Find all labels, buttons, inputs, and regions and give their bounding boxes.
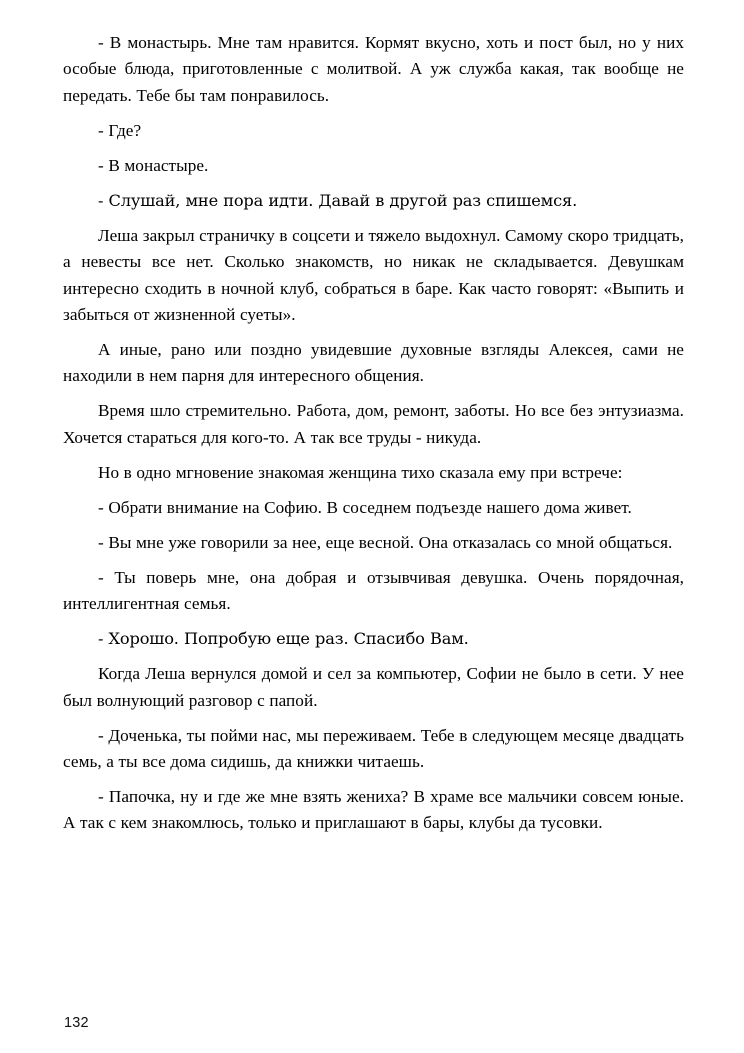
paragraph: - В монастыре. — [98, 155, 209, 175]
paragraph: - Доченька, ты пойми нас, мы переживаем. Тебе в следующем месяце двадцать семь, а ты все дома сидишь, да книжки читаешь. — [63, 725, 684, 772]
paragraph: А иные, рано или поздно увидевшие духовные взгляды Алексея, сами не находили в нем парня для интересного общения. — [63, 340, 684, 386]
paragraph: Но в одно мгновение знакомая женщина тихо сказала ему при встрече: — [98, 462, 623, 482]
paragraph: - В монастырь. Мне там нравится. Кормят вкусно, хоть и пост был, но у них особые блюда, приготовленные с молитвой. А уж служба какая, так вообще не передать. Тебе бы там понравилось. — [63, 33, 684, 105]
paragraph: - Хорошо. Попробую еще раз. Спасибо Вам. — [98, 629, 469, 649]
paragraph: Леша закрыл страничку в соцсети и тяжело выдохнул. Самому скоро тридцать, а невесты все нет. Сколько знакомств, но никак не складывается. Девушкам интересно сходить в ночной клуб, собраться в баре. Как часто говорят: «Выпить и забыться от жизненной суеты». — [63, 225, 684, 325]
page-text-body — [63, 30, 684, 837]
paragraph: Когда Леша вернулся домой и сел за компьютер, Софии не было в сети. У нее был волнующий разговор с папой. — [63, 664, 684, 710]
paragraph: - Ты поверь мне, она добрая и отзывчивая девушка. Очень порядочная, интеллигентная семья. — [63, 567, 684, 614]
paragraph: Время шло стремительно. Работа, дом, ремонт, заботы. Но все без энтузиазма. Хочется стараться для кого-то. А так все труды - никуда. — [63, 401, 684, 447]
paragraph: - Обрати внимание на Софию. В соседнем подъезде нашего дома живет. — [98, 497, 632, 517]
paragraph: - Где? — [98, 120, 142, 140]
paragraph: - Слушай, мне пора идти. Давай в другой раз спишемся. — [98, 190, 578, 210]
paragraph: - Вы мне уже говорили за нее, еще весной. Она отказалась со мной общаться. — [98, 532, 673, 552]
paragraph: - Папочка, ну и где же мне взять жениха? В храме все мальчики совсем юные. А так с кем знакомлюсь, только и приглашают в бары, клубы да тусовки. — [63, 787, 684, 833]
page-number: 132 — [64, 1015, 89, 1031]
